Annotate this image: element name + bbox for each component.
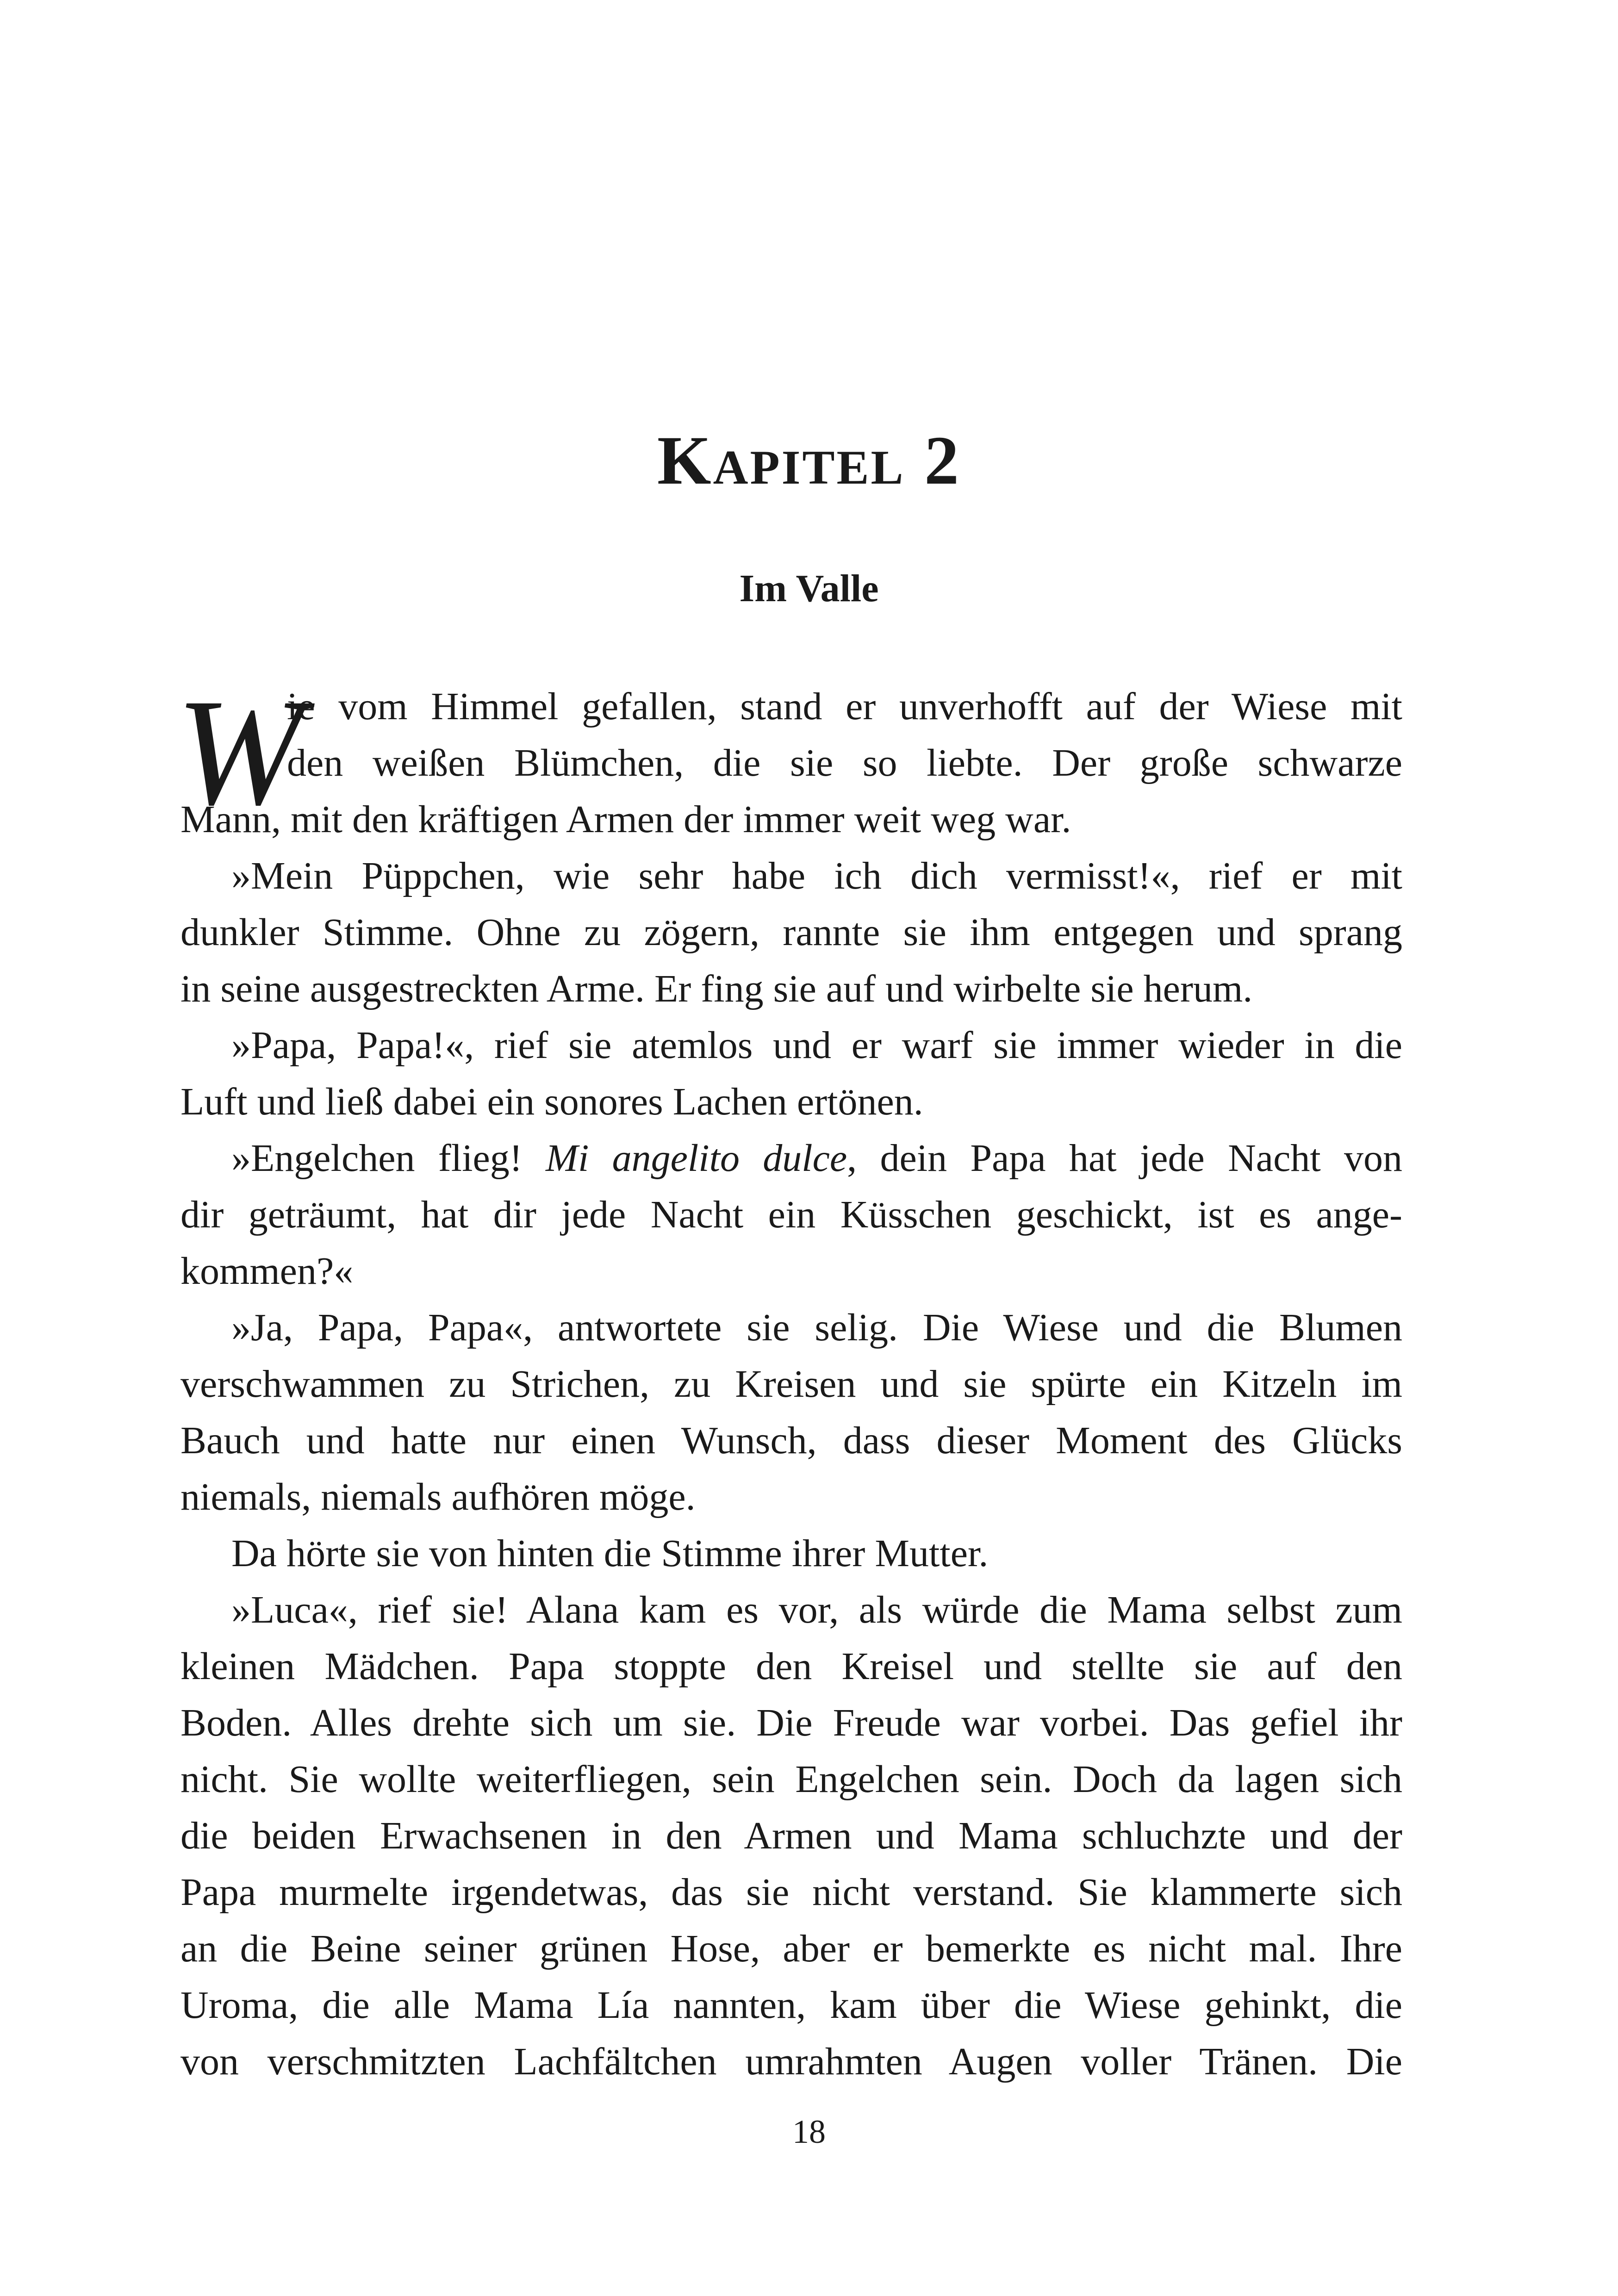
text-line: Papa murmelte irgendetwas, das sie nicht verstand. Sie klammerte sich xyxy=(180,1871,1402,1914)
text-line: Mann, mit den kräftigen Armen der immer weit weg war. xyxy=(180,798,1071,841)
chapter-subtitle: Im Valle xyxy=(739,567,879,610)
text-line: den weißen Blümchen, die sie so liebte. Der große schwarze xyxy=(287,741,1402,784)
text-segment: , dein Papa hat jede Nacht von xyxy=(847,1137,1403,1180)
text-line: dir geträumt, hat dir jede Nacht ein Küsschen geschickt, ist es ange- xyxy=(180,1193,1402,1236)
chapter-title xyxy=(0,422,1618,499)
text-line: in seine ausgestreckten Arme. Er fing sie auf und wirbelte sie herum. xyxy=(180,967,1253,1010)
text-line: Da hörte sie von hinten die Stimme ihrer Mutter. xyxy=(231,1532,989,1575)
text-line: die beiden Erwachsenen in den Armen und Mama schluchzte und der xyxy=(180,1814,1402,1857)
text-line: verschwammen zu Strichen, zu Kreisen und sie spürte ein Kitzeln im xyxy=(180,1363,1402,1406)
chapter-label: Kapitel xyxy=(657,422,905,499)
text-line: »Mein Püppchen, wie sehr habe ich dich vermisst!«, rief er mit xyxy=(231,854,1402,897)
text-line: kommen?« xyxy=(180,1250,354,1293)
text-line: nicht. Sie wollte weiterfliegen, sein Engelchen sein. Doch da lagen sich xyxy=(180,1758,1402,1801)
page-number: 18 xyxy=(792,2113,826,2150)
text-line: »Papa, Papa!«, rief sie atemlos und er warf sie immer wieder in die xyxy=(231,1024,1402,1067)
text-line: Boden. Alles drehte sich um sie. Die Freude war vorbei. Das gefiel ihr xyxy=(180,1701,1402,1744)
text-line: ie vom Himmel gefallen, stand er unverhofft auf der Wiese mit xyxy=(287,685,1402,728)
body-text xyxy=(176,668,1403,2090)
text-segment: »Engelchen flieg! xyxy=(231,1137,546,1180)
text-line: »Luca«, rief sie! Alana kam es vor, als würde die Mama selbst zum xyxy=(231,1588,1402,1631)
text-line: »Ja, Papa, Papa«, antwortete sie selig. Die Wiese und die Blumen xyxy=(231,1306,1402,1349)
text-line: dunkler Stimme. Ohne zu zögern, rannte sie ihm entgegen und sprang xyxy=(180,911,1402,954)
text-line: an die Beine seiner grünen Hose, aber er bemerkte es nicht mal. Ihre xyxy=(180,1927,1402,1970)
text-line xyxy=(180,1130,1402,1187)
text-line: von verschmitzten Lachfältchen umrahmten Augen voller Tränen. Die xyxy=(180,2040,1402,2083)
drop-cap: W xyxy=(176,668,303,837)
chapter-number: 2 xyxy=(924,422,961,499)
italic-phrase: Mi angelito dulce xyxy=(546,1137,847,1180)
text-line: Bauch und hatte nur einen Wunsch, dass dieser Moment des Glücks xyxy=(180,1419,1402,1462)
text-line: niemals, niemals aufhören möge. xyxy=(180,1475,696,1518)
text-line: Luft und ließ dabei ein sonores Lachen ertönen. xyxy=(180,1080,923,1123)
text-line: Uroma, die alle Mama Lía nannten, kam über die Wiese gehinkt, die xyxy=(180,1984,1402,2027)
text-line: kleinen Mädchen. Papa stoppte den Kreisel und stellte sie auf den xyxy=(180,1645,1402,1688)
